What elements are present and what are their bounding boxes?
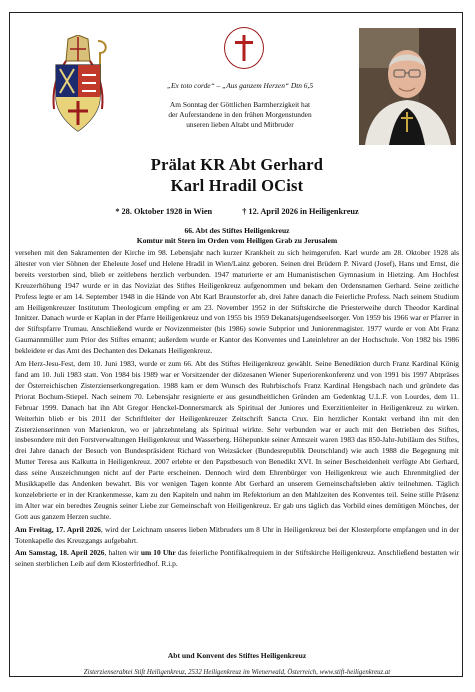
intro-line: Am Sonntag der Göttlichen Barmherzigkeit hat — [169, 100, 311, 109]
deceased-name: Karl Hradil OCist — [170, 176, 304, 195]
order-title: Komtur mit Stern im Orden vom Heiligen Grab zu Jerusalem — [136, 236, 338, 245]
obituary-body — [15, 248, 459, 572]
paragraph-abbacy: Am Herz-Jesu-Fest, dem 10. Juni 1983, wurde er zum 66. Abt des Stiftes Heiligenkreuz gewählt. Seine Benediktion durch Franz Kardinal König fand am 10. Juli 1983 statt. Von 1984 bis 1989 war er Vorsitzender der diözesanen Wiener Superiorenkonferenz und von 1991 bis 1997 Abtpräses der Österreichischen Zisterzienserkongregation. 1988 kam er dem Wunsch des Ruhrbischofs Franz Kardinal Hengsbach nach und gründete das Priorat Bochum-Stiepel. Nach seinem 70. Lebensjahr resignierte er aus gesundheitlichen Gründen am Gedenktag U.L.F. von Lourdes, dem 11. Februar 1999. Danach bat ihn Abt Gregor Henckel-Donnersmarck als Spiritual der Juniores und Exerzitienleiter in Heiligenkreuz zu wirken. Weiterhin blieb er bis 2011 der Schriftleiter der Heiligenkreuzer Zeitschrift Sancta Crux. Ein herzlicher Kontakt verband ihn mit den Zisterzienserinnen von Marienkron, wo er jahrzehntelang als Spiritual wirkte. Sehr verbunden war er auch mit den Betrieben des Stiftes, insbesondere mit den Forstverwaltungen Heiligenkreuz und Wasserberg. Höhepunkte seiner Amtszeit waren 1983 das 850-Jahr-Jubiläum des Stiftes, drei Jahre danach der Besuch von Bundespräsident Richard von Weizsäcker (Bundesrepublik Deutschland) wie auch 1988 die Begegnung mit Mutter Teresa aus Kalkutta in Heiligenkreuz. 2007 erlebte er den Papstbesuch von Benedikt XVI. In seiner Bescheidenheit verfügte Abt Gerhard, dass seine Auszeichnungen nicht auf der Parte erscheinen. Dennoch wird dem Ehrenbürger von Heiligenkreuz wie auch Ehrenmitglied der Musikkapelle das Andenken bewahrt. Bis vor wenigen Tagen konnte Abt Gerhard an unserem Gemeinschaftsleben aktiv teilnehmen. Täglich konzelebrierte er in der Krankenmesse, kam zu den Kapiteln und nahm im Refektorium an den Mahlzeiten des Konventes teil. Seine stille Präsenz im Alter war ein beredtes Zeugnis seiner Liebe zur Gemeinschaft von Heiligenkreuz. Er gab uns täglich das Vorbild eines demütigen Mönches, der Gott aus ganzem Herzen suchte. — [15, 359, 459, 521]
deceased-name-title: Prälat KR Abt Gerhard — [150, 155, 324, 174]
intro-line: unseren lieben Altabt und Mitbruder — [186, 120, 294, 129]
viewing-text: , wird der Leichnam unseres lieben Mitbruders um 8 Uhr in Heiligenkreuz bei der Klosterpforte empfangen und in der Totenkapelle des Kreuzgangs aufgebahrt. — [15, 524, 459, 545]
death-date: † 12. April 2026 in Heiligenkreuz — [242, 207, 359, 216]
intro-line: der Auferstandene in den frühen Morgenstunden — [168, 110, 312, 119]
footer-address: Zisterzienserabtei Stift Heiligenkreuz, 2532 Heiligenkreuz im Wienerwald, Österreich, www.stift-heiligenkreuz.at — [83, 669, 391, 676]
coat-of-arms-icon — [38, 35, 118, 145]
red-cross-icon — [224, 27, 264, 69]
birth-date: * 28. Oktober 1928 in Wien — [115, 207, 213, 216]
viewing-date: Am Freitag, 17. April 2026 — [15, 524, 101, 534]
requiem-date: Am Samstag, 18. April 2026 — [15, 548, 105, 558]
abbot-info — [10, 226, 464, 246]
paragraph-biography: versehen mit den Sakramenten der Kirche im 98. Lebensjahr nach kurzer Krankheit zu sich heimgerufen. Karl wurde am 28. Oktober 1928 als ältester von vier Söhnen der Eheleute Josef und Helene Hradil in Wien/Lainz geboren. Seinen drei Brüdern P. Nivard (Josef), Hans und Ernst, die bereits verstorben sind, blieb er zeitlebens herzlich verbunden. 1947 maturierte er am Humanistischen Gymnasium in Hietzing. Am Hochfest Kreuzerhöhung 1947 wurde er in das Noviziat des Stiftes Heiligenkreuz aufgenommen und bekam den Ordensnamen Gerhard. Seine zeitliche Profess legte er am 14. September 1948 in die Hände von Abt Karl Braunstorfer ab, drei Jahre danach die Feierliche Profess. Nach seinem Studium am Heiligenkreuzer Institutum Theologicum empfing er am 23. November 1952 in der Stiftskirche die Priesterweihe durch Theodor Kardinal Innitzer. Danach wurde er Kaplan in der Pfarre Heiligenkreuz und von 1955 bis 1959 Dekanatsjugendseelsorger. Von 1959 bis 1966 war er Pfarrer in der Stiftspfarre Trumau. Anschließend wurde er Novizenmeister (bis 1986) sowie Subprior und Juniorenmagister. 1977 wurde er von Abt Franz Gaumannmüller zum Prior des Stiftes ernannt; außerdem wurde er Kantor des Konventes und Lateinlehrer an der Hochschule. Von 1982 bis 1986 bekleidete er das Amt des Dechanten des Dekanats Heiligenkreuz. — [15, 248, 459, 356]
header — [10, 13, 464, 201]
portrait-photo — [359, 28, 456, 145]
obituary-frame — [9, 12, 463, 677]
life-dates — [10, 207, 464, 216]
requiem-text-mid: , halten wir — [104, 548, 141, 558]
motto: „Ex toto corde“ – „Aus ganzem Herzen“ Dtn 6,5 — [166, 81, 314, 90]
paragraph-viewing — [15, 525, 459, 547]
paragraph-requiem — [15, 548, 459, 570]
requiem-time: um 10 Uhr — [140, 548, 176, 558]
closing-signature: Abt und Konvent des Stiftes Heiligenkreuz — [167, 651, 307, 660]
abbot-title: 66. Abt des Stiftes Heiligenkreuz — [184, 226, 290, 235]
intro-text — [120, 100, 360, 130]
requiem-text: das feierliche Pontifikalrequiem in der Stiftskirche Heiligenkreuz. Anschließend bestatten wir seinen sterblichen Leib auf dem Klosterfriedhof. R.i.p. — [15, 548, 459, 569]
